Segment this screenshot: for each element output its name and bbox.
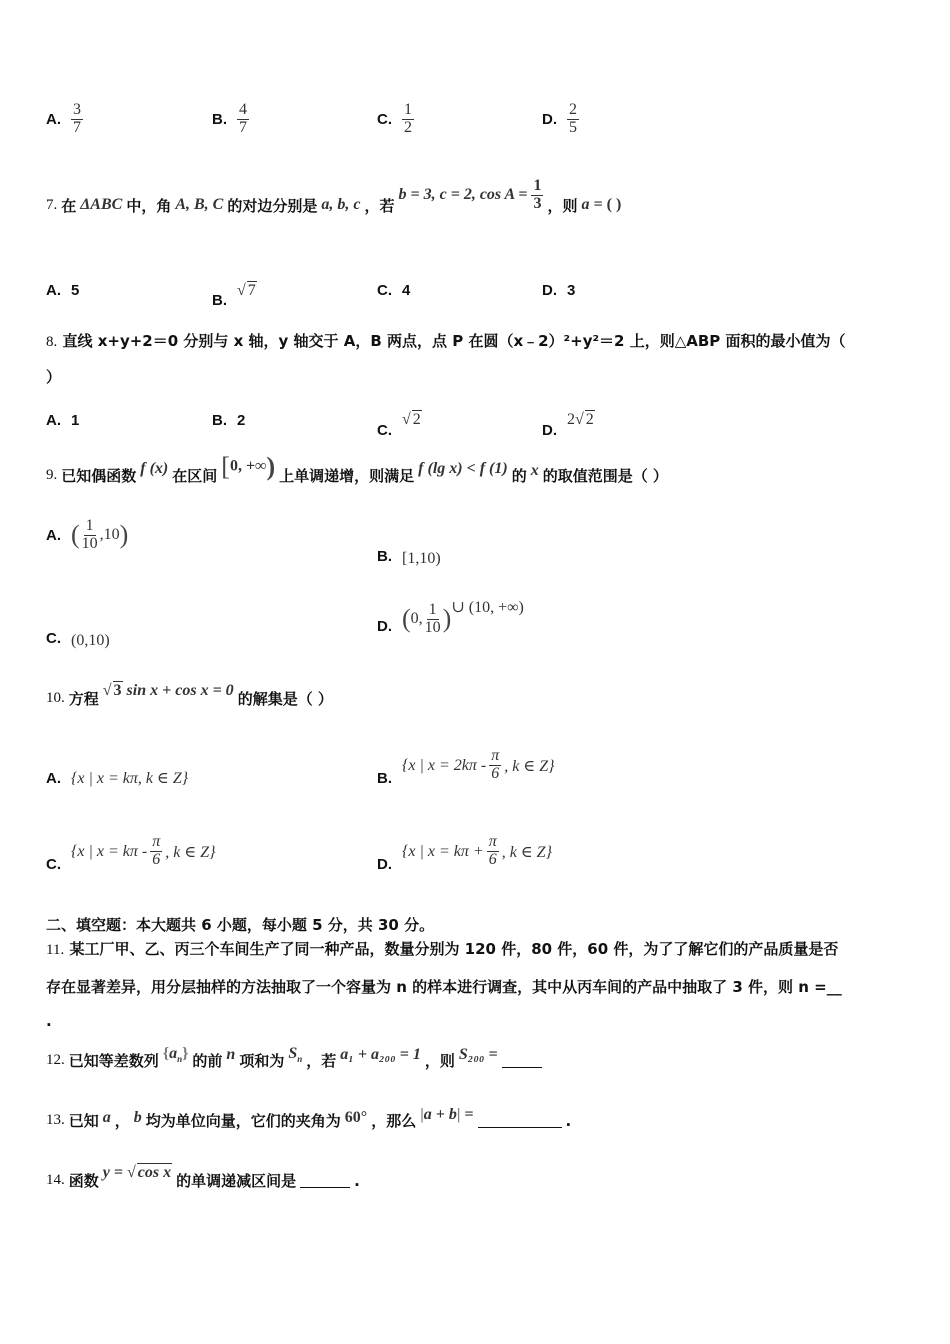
question-number: 12. [46, 1052, 65, 1068]
sqrt-expression: 2√ 2 [567, 411, 594, 428]
option-label: A. [46, 282, 61, 299]
q9-option-b[interactable] [377, 544, 441, 568]
q12-condition: a₁ + a₂₀₀ = 1 [340, 1045, 421, 1063]
q12-text: 项和为 [239, 1052, 285, 1070]
q8-option-b[interactable] [212, 412, 245, 429]
question-12 [46, 1044, 542, 1071]
q7-fraction: $\frac{1}{3}$ [533, 177, 542, 212]
question-number: 7. [46, 196, 58, 213]
q8-option-a[interactable] [46, 412, 79, 429]
q7-text: 在 [61, 196, 77, 215]
q7-option-b[interactable] [212, 272, 257, 309]
q6-option-b[interactable] [212, 102, 249, 137]
fraction: $\frac{1}{2}$ [404, 101, 412, 136]
option-label: C. [377, 282, 392, 299]
option-label: A. [46, 412, 61, 429]
q11-line2: 存在显著差异，用分层抽样的方法抽取了一个容量为 n 的样本进行调查，其中从丙车间的产品中抽取了 3 件，则 n =__ [46, 978, 842, 996]
q12-S: $S_n$ [288, 1044, 303, 1065]
q7-text: ，则 [547, 196, 578, 215]
question-11 [46, 938, 838, 959]
question-number: 8. [46, 334, 58, 350]
q7-angles: A, B, C [175, 196, 224, 214]
q10-option-a[interactable] [46, 768, 188, 788]
option-value: 5 [71, 282, 80, 299]
q7-text: 中，角 [126, 196, 172, 215]
q8-option-d[interactable] [542, 400, 595, 439]
q9-fx: f (x) [140, 460, 169, 477]
question-number: 13. [46, 1112, 65, 1128]
q9-option-c[interactable] [46, 626, 110, 650]
fraction: $\frac{2}{5}$ [569, 101, 577, 136]
q13-text: ， [114, 1112, 130, 1130]
q7-option-a[interactable] [46, 282, 79, 299]
answer-blank[interactable] [502, 1067, 542, 1068]
q10-option-d[interactable] [377, 830, 552, 873]
q12-sequence: $\{a_n\}$ [162, 1044, 189, 1065]
option-label: A. [46, 526, 61, 544]
q12-text: ，若 [306, 1052, 337, 1070]
option-value: 1 [71, 412, 80, 429]
option-expression: {x | x = kπ, k ∈ Z} [71, 770, 189, 787]
question-8 [46, 330, 846, 351]
q9-option-d[interactable] [377, 599, 524, 637]
q8-text: 直线 x+y+2＝0 分别与 x 轴，y 轴交于 A，B 两点，点 P 在圆（x﹣2）²+y²＝2 上，则△ABP 面积的最小值为（ [62, 332, 846, 350]
fraction: $\frac{3}{7}$ [73, 101, 81, 136]
option-label: B. [212, 110, 227, 128]
q13-expression: |a + b| = [420, 1105, 474, 1123]
fraction: $\frac{4}{7}$ [239, 101, 247, 136]
q9-text: 上单调递增，则满足 [279, 466, 415, 485]
option-label: D. [377, 617, 392, 635]
q7-sides: a, b, c [321, 196, 361, 214]
option-label: C. [46, 856, 61, 873]
question-7 [46, 177, 622, 223]
option-value: 2 [237, 412, 246, 429]
q13-text: ，那么 [371, 1112, 417, 1130]
option-label: B. [377, 547, 392, 565]
option-label: D. [542, 282, 557, 299]
question-9 [46, 452, 668, 490]
q12-text: 已知等差数列 [68, 1052, 159, 1070]
q10-option-b[interactable] [377, 744, 555, 787]
option-label: A. [46, 110, 61, 128]
question-number: 14. [46, 1172, 65, 1188]
question-number: 9. [46, 466, 58, 483]
option-value: 3 [567, 282, 576, 299]
sqrt-expression: √ 7 [237, 282, 256, 299]
q12-ask: S₂₀₀ = [458, 1045, 498, 1063]
option-label: C. [377, 422, 392, 439]
option-label: C. [377, 110, 392, 128]
q7-text: 的对边分别是 [227, 196, 318, 215]
q7-ask: a = [581, 196, 603, 214]
q14-text: 函数 [68, 1172, 99, 1190]
question-10 [46, 682, 333, 709]
option-label: D. [542, 110, 557, 128]
q9-interval: [0, +∞) [221, 452, 276, 481]
q9-text: 的 [511, 466, 527, 485]
q12-text: ，则 [424, 1052, 455, 1070]
q9-inequality: f (lg x) < f (1) [418, 460, 508, 477]
option-expression: {x | x = kπ - $\frac{\pi}{6}$ , k ∈ Z} [71, 833, 216, 868]
q6-option-d[interactable] [542, 102, 579, 137]
question-number: 11. [46, 942, 65, 958]
q9-var: x [530, 462, 539, 479]
question-number: 10. [46, 690, 65, 706]
option-label: D. [542, 422, 557, 439]
q7-triangle: ΔABC [80, 196, 123, 214]
section-2-title: 二、填空题：本大题共 6 小题，每小题 5 分，共 30 分。 [46, 916, 435, 934]
option-label: B. [212, 412, 227, 429]
q7-paren: ( ) [606, 196, 622, 214]
option-label: D. [377, 856, 392, 873]
q8-text-end: ） [46, 368, 62, 386]
option-label: A. [46, 769, 61, 787]
option-label: C. [46, 629, 61, 647]
q13-vector-b: b [133, 1108, 142, 1126]
q10-option-c[interactable] [46, 830, 216, 873]
q10-text: 方程 [68, 690, 99, 708]
q10-equation: √ 3 sin x + cos x = 0 [102, 682, 234, 699]
q11-line3: . [46, 1012, 52, 1030]
q13-angle: 60° [344, 1108, 368, 1126]
q11-line: 某工厂甲、乙、丙三个车间生产了同一种产品，数量分别为 120 件，80 件，60 件，为了了解它们的产品质量是否 [69, 940, 839, 958]
q6-option-c[interactable] [377, 102, 414, 137]
q7-condition: b = 3, c = 2, cos A = [398, 186, 528, 204]
q13-text: 均为单位向量，它们的夹角为 [145, 1112, 341, 1130]
q9-text: 已知偶函数 [61, 466, 137, 485]
question-14 [46, 1164, 360, 1191]
option-expression: ( $\frac{1}{10}$ ,10 ) [71, 517, 129, 552]
option-expression: {x | x = 2kπ - $\frac{\pi}{6}$ , k ∈ Z} [402, 747, 555, 782]
q12-n: n [226, 1045, 236, 1063]
option-label: B. [212, 292, 227, 309]
q7-option-d[interactable] [542, 282, 575, 299]
q9-text: 在区间 [172, 466, 218, 485]
option-expression: ( 0, $\frac{1}{10}$ ) ∪ (10, +∞) [402, 599, 524, 636]
q9-option-a[interactable] [46, 518, 128, 553]
q12-text: 的前 [192, 1052, 223, 1070]
q6-option-a[interactable] [46, 102, 83, 137]
sqrt-expression: √ 2 [402, 411, 421, 428]
question-13 [46, 1105, 572, 1131]
answer-blank[interactable] [300, 1187, 350, 1188]
q14-function: y = √ cos x [102, 1164, 172, 1181]
q8-option-c[interactable] [377, 400, 422, 439]
q7-text: ，若 [364, 196, 395, 215]
q14-text: 的单调递减区间是 [176, 1172, 297, 1190]
q14-end: . [354, 1171, 360, 1190]
option-label: B. [377, 770, 392, 787]
option-expression: [1,10) [402, 550, 441, 567]
q10-text: 的解集是（ ） [237, 690, 333, 708]
option-value: 4 [402, 282, 411, 299]
q13-vector-a: a [102, 1108, 111, 1126]
q13-end: . [565, 1111, 572, 1130]
q7-option-c[interactable] [377, 282, 410, 299]
q13-text: 已知 [68, 1112, 99, 1130]
option-expression: (0,10) [71, 632, 110, 649]
q9-text: 的取值范围是（ ） [542, 466, 668, 485]
answer-blank[interactable] [478, 1127, 562, 1128]
option-expression: {x | x = kπ + $\frac{\pi}{6}$ , k ∈ Z} [402, 833, 552, 868]
